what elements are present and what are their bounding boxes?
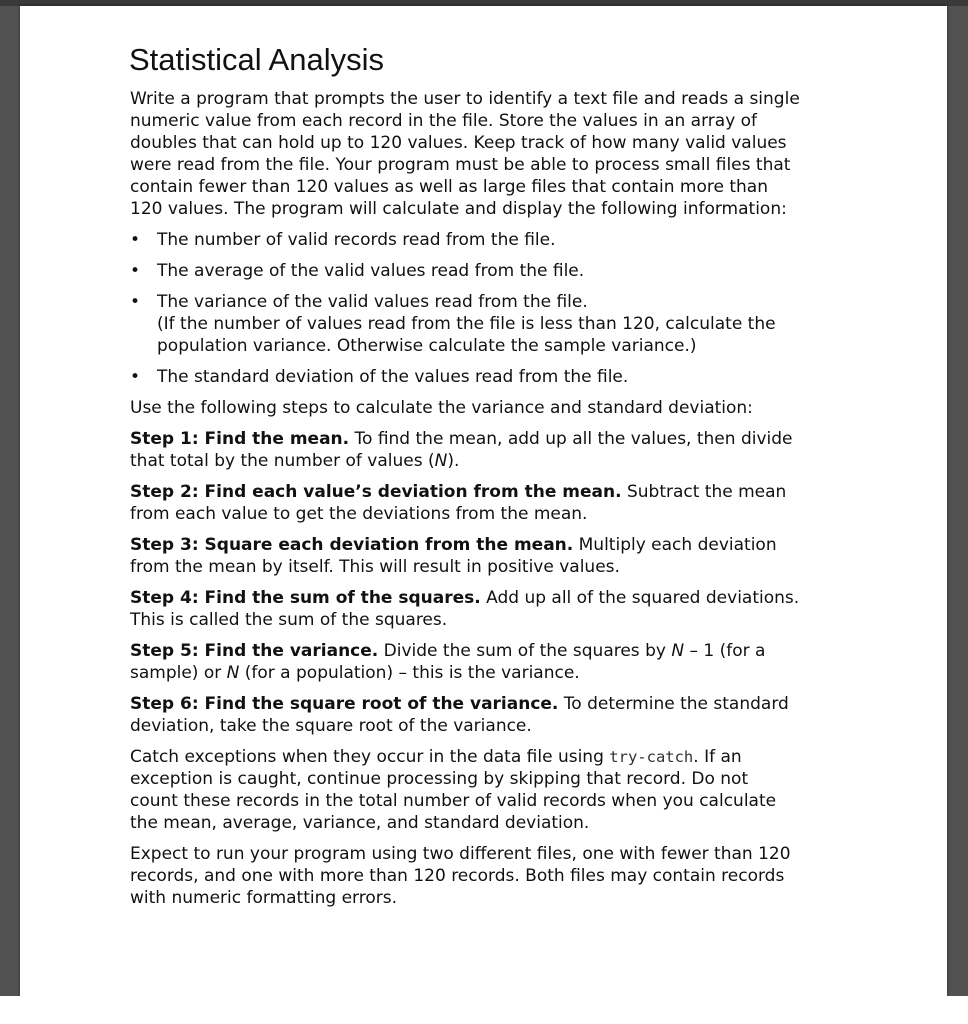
step-6: Step 6: Find the square root of the variance. To determine the standard deviation, take the square root of the variance. <box>130 694 789 736</box>
step-5: Step 5: Find the variance. Divide the sum of the squares by N – 1 (for a sample) or N (for a population) – this is the variance. <box>130 641 766 683</box>
step-3: Step 3: Square each deviation from the mean. Multiply each deviation from the mean by itself. This will result in positive values. <box>130 535 777 577</box>
steps-intro: Use the following steps to calculate the variance and standard deviation: <box>130 398 753 418</box>
page-title: Statistical Analysis <box>129 42 384 77</box>
step-1: Step 1: Find the mean. To find the mean, add up all the values, then divide that total by the number of values (N). <box>130 429 793 471</box>
variance-note: (If the number of values read from the file is less than 120, calculate the population variance. Otherwise calculate the sample variance.) <box>157 314 776 356</box>
step-4: Step 4: Find the sum of the squares. Add up all of the squared deviations. This is called the sum of the squares. <box>130 588 800 630</box>
intro-paragraph: Write a program that prompts the user to identify a text file and reads a single numeric value from each record in the file. Store the values in an array of doubles that can hold up to 120 values. Keep track of how many valid values were read from the file. Your program must be able to process small files that contain fewer than 120 values as well as large files that contain more than 120 values. The program will calculate and display the following information: <box>130 89 800 219</box>
list-item: • The number of valid records read from the file. <box>130 229 800 251</box>
step-heading: Step 2: Find each value’s deviation from the mean. <box>130 482 622 502</box>
viewer-bottom-area <box>0 996 968 1024</box>
list-item: • The standard deviation of the values read from the file. <box>130 366 800 388</box>
list-item: • The average of the valid values read from the file. <box>130 260 800 282</box>
step-heading: Step 1: Find the mean. <box>130 429 350 449</box>
exceptions-paragraph: Catch exceptions when they occur in the data file using try-catch. If an exception is caught, continue processing by skipping that record. Do not count these records in the total number of valid records when you calculate the mean, average, variance, and standard deviation. <box>130 747 777 833</box>
step-heading: Step 3: Square each deviation from the mean. <box>130 535 574 555</box>
step-heading: Step 6: Find the square root of the variance. <box>130 694 559 714</box>
document-content <box>130 42 800 918</box>
step-heading: Step 5: Find the variance. <box>130 641 379 661</box>
requirements-list <box>130 229 800 388</box>
list-item: • The variance of the valid values read from the file. (If the number of values read from the file is less than 120, calculate the population variance. Otherwise calculate the sample variance.) <box>130 291 800 357</box>
document-page <box>20 6 947 996</box>
step-heading: Step 4: Find the sum of the squares. <box>130 588 481 608</box>
step-2: Step 2: Find each value’s deviation from the mean. Subtract the mean from each value to get the deviations from the mean. <box>130 482 787 524</box>
try-catch-code: try-catch <box>609 748 694 766</box>
closing-paragraph: Expect to run your program using two different files, one with fewer than 120 records, and one with more than 120 records. Both files may contain records with numeric formatting errors. <box>130 844 791 908</box>
